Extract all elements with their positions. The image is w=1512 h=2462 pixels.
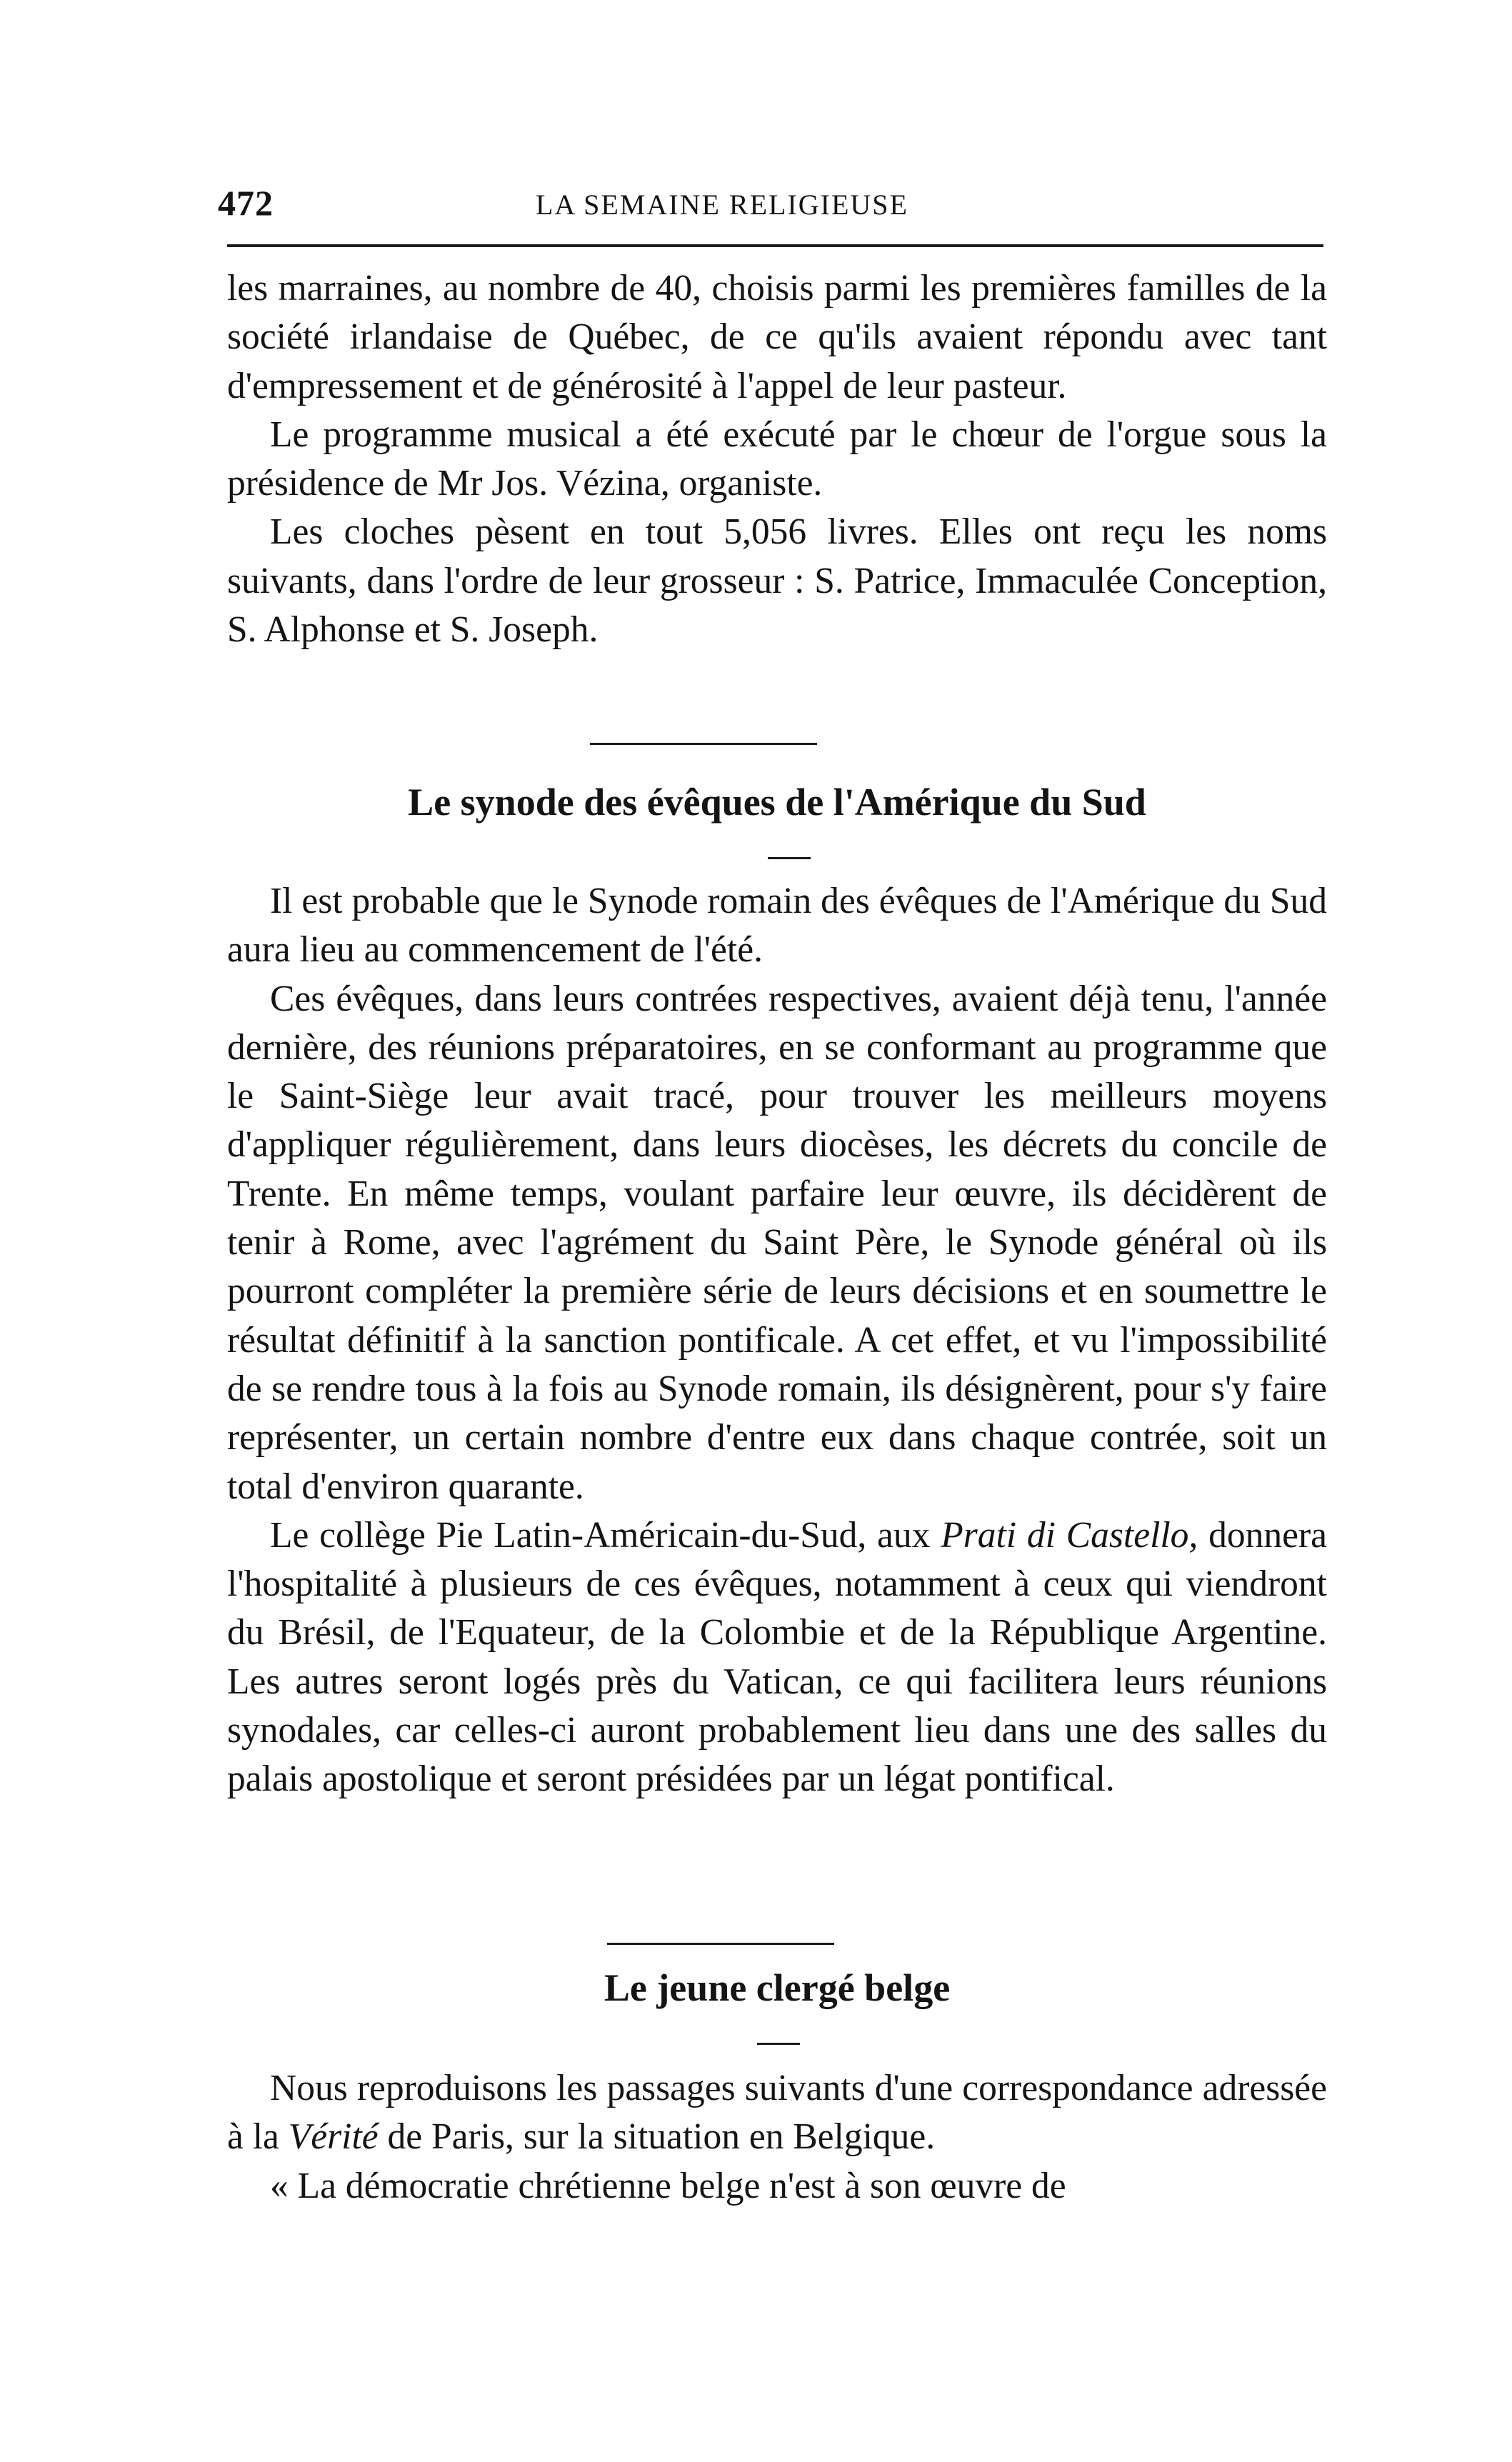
paragraph — [227, 2064, 1327, 2162]
paragraph — [227, 1511, 1327, 1804]
page-number: 472 — [218, 183, 274, 223]
clerge-text — [227, 2064, 1327, 2211]
journal-title: LA SEMAINE RELIGIEUSE — [536, 189, 908, 221]
intro-text — [227, 264, 1327, 654]
heading-dash — [757, 2043, 800, 2045]
paragraph: Les cloches pèsent en tout 5,056 livres. Elles ont reçu les noms suivants, dans l'ordre de leur grosseur : S. Patrice, Immaculée Conception, S. Alphonse et S. Joseph. — [227, 511, 1327, 651]
paragraph-text: Nous reproduisons les passages suivants d'une correspondance adressée à la — [227, 2068, 1327, 2158]
synode-text — [227, 877, 1327, 1804]
paragraph-text: de Paris, sur la situation en Belgique. — [378, 2116, 936, 2158]
section-separator — [607, 1943, 834, 1945]
paragraph-text: Le collège Pie Latin-Américain-du-Sud, aux — [270, 1514, 941, 1556]
section-separator — [590, 743, 817, 745]
paragraph: « La démocratie chrétienne belge n'est à son œuvre de — [270, 2165, 1066, 2206]
paragraph: Il est probable que le Synode romain des évêques de l'Amérique du Sud aura lieu au commencement de l'été. — [227, 881, 1327, 971]
paragraph: Ces évêques, dans leurs contrées respectives, avaient déjà tenu, l'année dernière, des réunions préparatoires, en se conformant au programme que le Saint-Siège leur avait tracé, pour trouver les meilleurs moyens d'appliquer régulièrement, dans leurs diocèses, les décrets du concile de Trente. En même temps, voulant parfaire leur œuvre, ils décidèrent de tenir à Rome, avec l'agrément du Saint Père, le Synode général où ils pourront compléter la première série de leurs décisions et en soumettre le résultat définitif à la sanction pontificale. A cet effet, et vu l'impossibilité de se rendre tous à la fois au Synode romain, ils désignèrent, pour s'y faire représenter, un certain nombre d'entre eux dans chaque contrée, soit un total d'environ quarante. — [227, 978, 1327, 1507]
italic-place-name: Prati di Castello, — [941, 1514, 1198, 1556]
paragraph: les marraines, au nombre de 40, choisis parmi les premières familles de la société irlandaise de Québec, de ce qu'ils avaient répondu avec tant d'empressement et de générosité à l'appel de leur pasteur. — [227, 268, 1327, 406]
header-rule — [227, 244, 1323, 247]
paragraph-text: donnera l'hospitalité à plusieurs de ces évêques, notamment à ceux qui viendront du Brésil, de l'Equateur, de la Colombie et de la République Argentine. Les autres seront logés près du Vatican, ce qui facilitera leurs réunions synodales, car celles-ci auront probablement lieu dans une des salles du palais apostolique et seront présidées par un légat pontifical. — [227, 1514, 1327, 1800]
paragraph: Le programme musical a été exécuté par le chœur de l'orgue sous la présidence de Mr Jos. Vézina, organiste. — [227, 414, 1327, 504]
running-header — [218, 182, 1332, 232]
section-heading-synode: Le synode des évêques de l'Amérique du Sud — [408, 781, 1146, 824]
heading-dash — [768, 857, 811, 859]
italic-newspaper-name: Vérité — [288, 2116, 379, 2158]
section-heading-clerge: Le jeune clergé belge — [604, 1966, 951, 2009]
